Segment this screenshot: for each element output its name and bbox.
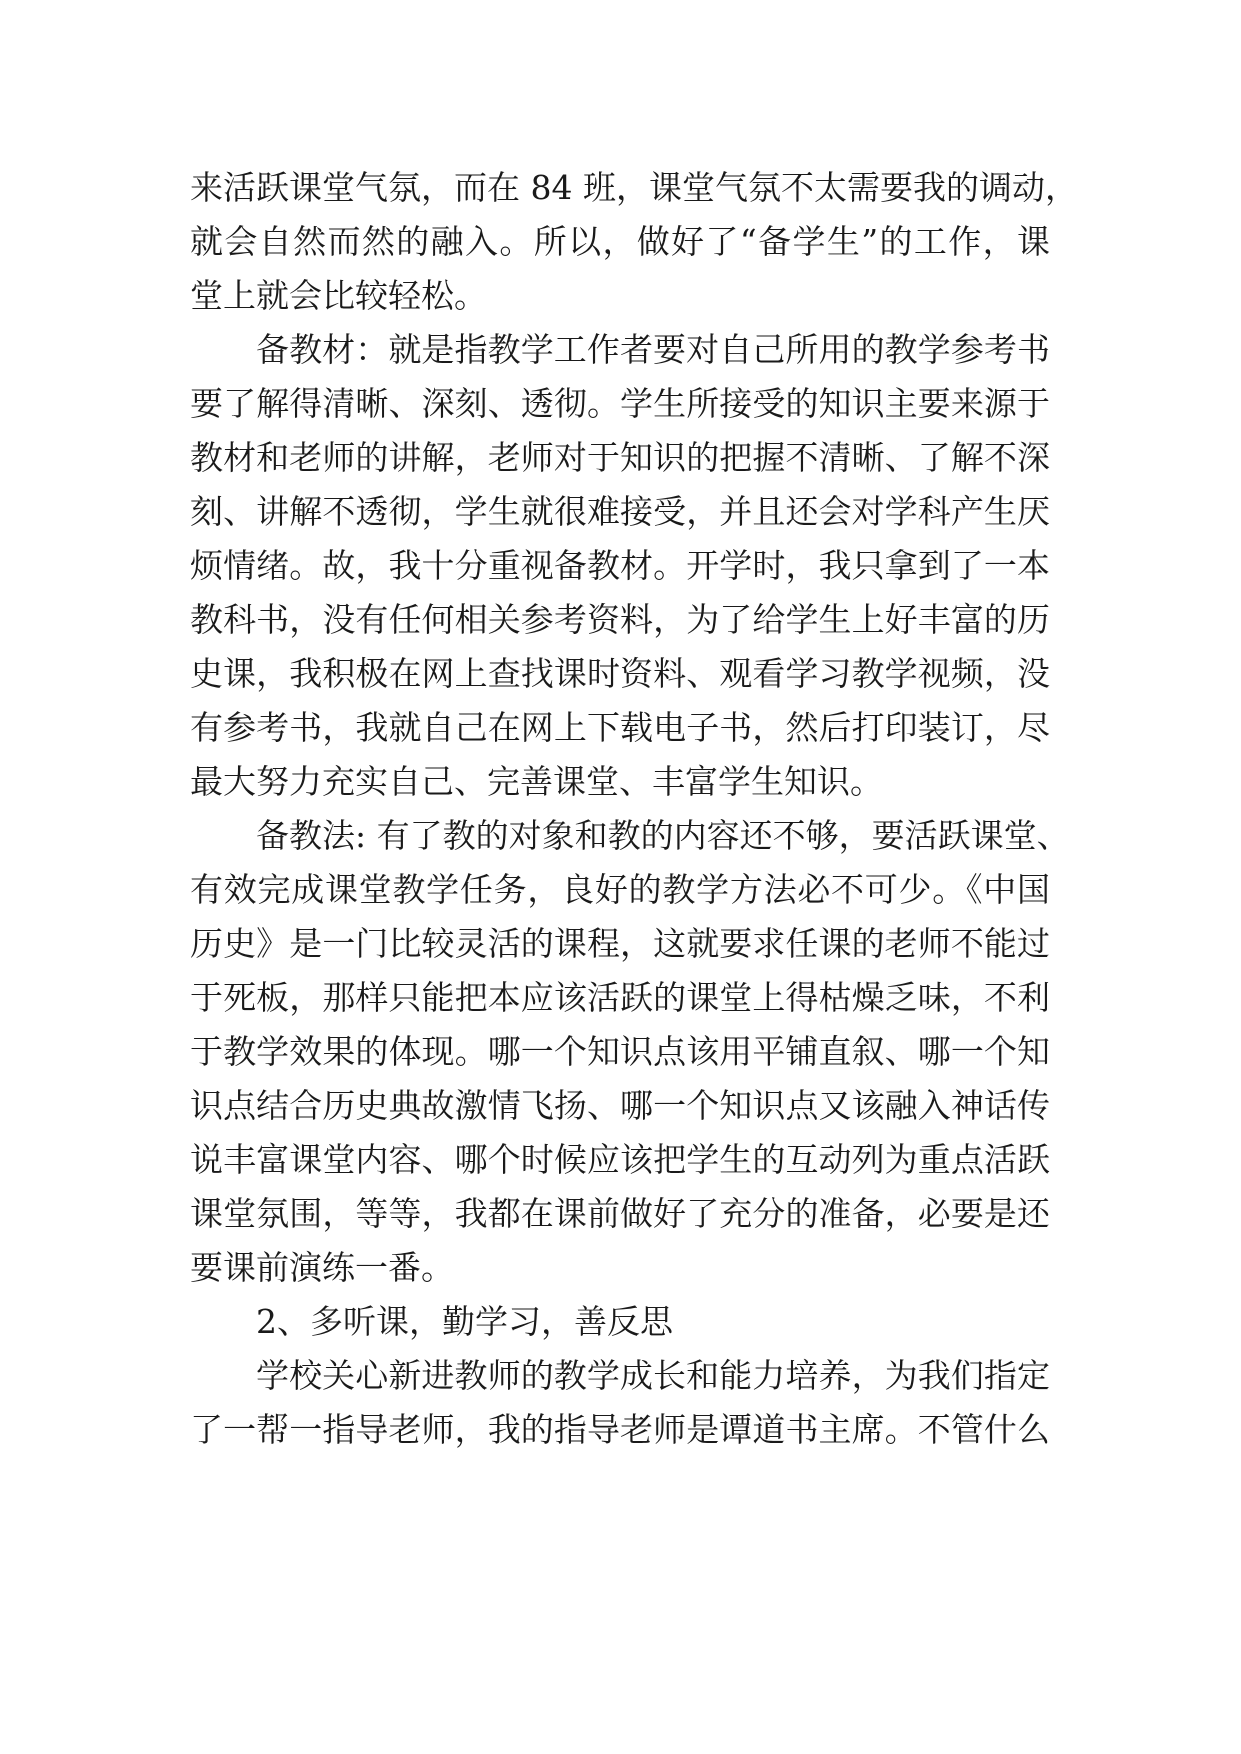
text-line: 历史》是一门比较灵活的课程，这就要求任课的老师不能过 xyxy=(190,924,1050,963)
text-line: 备教法: 有了教的对象和教的内容还不够，要活跃课堂、 xyxy=(256,816,1070,855)
text-line: 于教学效果的体现。哪一个知识点该用平铺直叙、哪一个知 xyxy=(190,1032,1050,1071)
text-line: 就会自然而然的融入。所以，做好了“备学生”的工作，课 xyxy=(190,222,1050,261)
text-line: 教材和老师的讲解，老师对于知识的把握不清晰、了解不深 xyxy=(190,438,1050,477)
text-line: 最大努力充实自己、完善课堂、丰富学生知识。 xyxy=(190,762,883,801)
text-line: 史课，我积极在网上查找课时资料、观看学习教学视频，没 xyxy=(190,654,1050,693)
text-line: 有参考书，我就自己在网上下载电子书，然后打印装订，尽 xyxy=(190,708,1050,747)
text-line: 了一帮一指导老师，我的指导老师是谭道书主席。不管什么 xyxy=(190,1410,1050,1449)
text-line: 识点结合历史典故激情飞扬、哪一个知识点又该融入神话传 xyxy=(190,1086,1050,1125)
text-line: 说丰富课堂内容、哪个时候应该把学生的互动列为重点活跃 xyxy=(190,1140,1050,1179)
text-line: 要了解得清晰、深刻、透彻。学生所接受的知识主要来源于 xyxy=(190,384,1050,423)
text-line: 有效完成课堂教学任务，良好的教学方法必不可少。《中国 xyxy=(190,870,1050,909)
text-line: 于死板，那样只能把本应该活跃的课堂上得枯燥乏味，不利 xyxy=(190,978,1050,1017)
text-line: 备教材：就是指教学工作者要对自己所用的教学参考书 xyxy=(256,330,1050,369)
text-line: 教科书，没有任何相关参考资料，为了给学生上好丰富的历 xyxy=(190,600,1050,639)
text-line: 刻、讲解不透彻，学生就很难接受，并且还会对学科产生厌 xyxy=(190,492,1050,531)
section-heading: 2、多听课，勤学习，善反思 xyxy=(256,1302,673,1341)
text-line: 堂上就会比较轻松。 xyxy=(190,276,487,315)
text-line: 来活跃课堂气氛，而在 84 班，课堂气氛不太需要我的调动， xyxy=(190,168,1078,207)
text-line: 学校关心新进教师的教学成长和能力培养，为我们指定 xyxy=(256,1356,1050,1395)
text-line: 要课前演练一番。 xyxy=(190,1248,454,1287)
text-line: 烦情绪。故，我十分重视备教材。开学时，我只拿到了一本 xyxy=(190,546,1050,585)
text-line: 课堂氛围，等等，我都在课前做好了充分的准备，必要是还 xyxy=(190,1194,1050,1233)
